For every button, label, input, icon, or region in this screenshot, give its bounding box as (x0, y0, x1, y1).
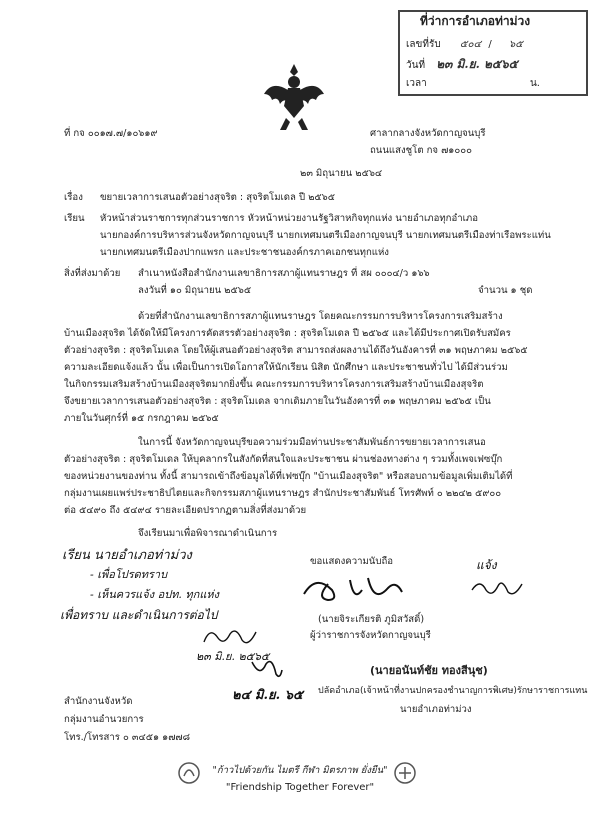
signer-name: (นายจิระเกียรติ ภูมิสวัสดิ์) (318, 614, 425, 625)
district-stamp-name: (นายอนันท์ชัย ทองสีนุช) (370, 664, 488, 677)
handwriting-left-4: เพื่อทราบ และดำเนินการต่อไป (60, 608, 218, 622)
document-date: ๒๓ มิถุนายน ๒๕๖๔ (300, 168, 383, 179)
para1-line-5: ในกิจกรรมเสริมสร้างบ้านเมืองสุจริตมากยิ่งขึ้น คณะกรรมการบริหารโครงการเสริมสร้างบ้านเมืองสุจริต (64, 379, 484, 390)
stamp-receive-row: เลขที่รับ ๕๐๔ / ๖๕ (406, 39, 523, 50)
closing-line: จึงเรียนมาเพื่อพิจารณาดำเนินการ (138, 528, 278, 539)
handwriting-mid-date: ๒๔ มิ.ย. ๖๕ (232, 688, 303, 703)
signer-title: ผู้ว่าราชการจังหวัดกาญจนบุรี (310, 630, 431, 641)
handwriting-left-3: - เห็นควรแจ้ง อปท. ทุกแห่ง (90, 588, 220, 601)
para2-line-5: ต่อ ๕๔๙๐ ถึง ๕๔๙๔ รายละเอียดปรากฏตามสิ่งที่ส่งมาด้วย (64, 505, 307, 516)
receipt-stamp (398, 10, 588, 96)
para1-line-6: จึงขยายเวลาการเสนอตัวอย่างสุจริต : สุจริตโมเดล จากเดิมภายในวันอังคารที่ ๓๑ พฤษภาคม ๒๕๖๕ เป็น (64, 396, 491, 407)
subject-label: เรื่อง (64, 192, 83, 203)
to-label: เรียน (64, 213, 85, 224)
governor-signature (298, 570, 408, 610)
subject-text: ขยายเวลาการเสนอตัวอย่างสุจริต : สุจริตโมเดล ปี ๒๕๖๕ (100, 192, 336, 203)
sender-line-2: ถนนแสงชูโต กจ ๗๑๐๐๐ (370, 145, 472, 156)
handwritten-initials-left (200, 624, 260, 650)
para1-line-7: ภายในวันศุกร์ที่ ๑๕ กรกฎาคม ๒๕๖๕ (64, 413, 219, 424)
to-line-2: นายกองค์การบริหารส่วนจังหวัดกาญจนบุรี นายกเทศมนตรีเมืองกาญจนบุรี นายกเทศมนตรีเมืองท่าเรือพระแท่น (100, 230, 551, 241)
para2-line-1: ในการนี้ จังหวัดกาญจนบุรีขอความร่วมมือท่านประชาสัมพันธ์การขยายเวลาการเสนอ (138, 437, 486, 448)
para2-line-3: ของหน่วยงานของท่าน ทั้งนี้ สามารถเข้าถึงข้อมูลได้ที่เฟซบุ๊ก "บ้านเมืองสุจริต" หรือสอบถามข้อมูลเพิ่มเติมได้ที่ (64, 471, 513, 482)
attachment-quantity: จำนวน ๑ ชุด (478, 285, 533, 296)
to-line-1: หัวหน้าส่วนราชการทุกส่วนราชการ หัวหน้าหน่วยงานรัฐวิสาหกิจทุกแห่ง นายอำเภอทุกอำเภอ (100, 213, 478, 224)
motto-english: "Friendship Together Forever" (225, 782, 375, 793)
attachment-text: สำเนาหนังสือสำนักงานเลขาธิการสภาผู้แทนราษฎร ที่ สผ ๐๐๐๔/ว ๑๖๖ (138, 268, 430, 279)
handwriting-left-date: ๒๓ มิ.ย. ๒๕๖๕ (196, 650, 270, 663)
stamp-date-label: วันที่ (406, 60, 426, 71)
motto-thai: "ก้าวไปด้วยกัน ไมตรี กีฬา มิตรภาพ ยั่งยืน" (212, 765, 388, 776)
stamp-date-row (406, 57, 518, 73)
handwriting-right: แจ้ง (476, 558, 497, 572)
stamp-title: ที่ว่าการอำเภอท่าม่วง (420, 14, 531, 28)
stamp-receive-year: ๖๕ (508, 39, 523, 50)
handwriting-left-1: เรียน นายอำเภอท่าม่วง (62, 548, 192, 563)
garuda-emblem (262, 60, 326, 134)
para1-line-3: ตัวอย่างสุจริต : สุจริตโมเดล โดยให้ผู้เสนอตัวอย่างสุจริต สามารถส่งผลงานได้ถึงวันอังคารที่ ๓๑ พฤษภาคม ๒๕๖๕ (64, 345, 528, 356)
stamp-date-value: ๒๓ มิ.ย. ๒๕๖๕ (436, 57, 518, 71)
handwritten-initials-right (468, 574, 528, 600)
para2-line-2: ตัวอย่างสุจริต : สุจริตโมเดล ให้บุคลากรในสังกัดที่สนใจและประชาชน ผ่านช่องทางต่าง ๆ รวมทั้งเพจเฟซบุ๊ก (64, 454, 503, 465)
office-line-2: กลุ่มงานอำนวยการ (64, 714, 144, 725)
para1-line-1: ด้วยที่สำนักงานเลขาธิการสภาผู้แทนราษฎร โดยคณะกรรมการบริหารโครงการเสริมสร้าง (138, 311, 503, 322)
attachment-date: ลงวันที่ ๑๐ มิถุนายน ๒๕๖๕ (138, 285, 252, 296)
document-number: ที่ กจ ๐๐๑๗.๗/๑๐๖๑๙ (64, 128, 158, 139)
office-line-3: โทร./โทรสาร ๐ ๓๔๕๑ ๑๗๗๘ (64, 732, 191, 743)
stamp-time-suffix: น. (529, 78, 540, 89)
to-line-3: นายกเทศมนตรีเมืองปากแพรก และประชาชนองค์กรภาคเอกชนทุกแห่ง (100, 247, 389, 258)
stamp-time-row (406, 78, 540, 91)
regards-text: ขอแสดงความนับถือ (310, 556, 394, 567)
attachment-label: สิ่งที่ส่งมาด้วย (64, 268, 121, 279)
sender-line-1: ศาลากลางจังหวัดกาญจนบุรี (370, 128, 486, 139)
district-stamp-position: ปลัดอำเภอ(เจ้าหน้าที่งานปกครองชำนาญการพิเศษ)รักษาราชการแทน (318, 686, 588, 696)
stamp-time-label: เวลา (406, 78, 427, 89)
handwriting-left-2: - เพื่อโปรดทราบ (90, 568, 168, 581)
stamp-receive-no: ๕๐๔ (459, 39, 482, 50)
office-line-1: สำนักงานจังหวัด (64, 696, 133, 707)
para1-line-4: ความละเอียดแจ้งแล้ว นั้น เพื่อเป็นการเปิดโอกาสให้นักเรียน นิสิต นักศึกษา และประชาชนทั่วไป ได้มีส่วนร่วม (64, 362, 508, 373)
stamp-receive-label: เลขที่รับ (406, 39, 441, 50)
handwritten-initials-mid (246, 656, 286, 682)
district-stamp-office: นายอำเภอท่าม่วง (400, 704, 472, 715)
para1-line-2: บ้านเมืองสุจริต ได้จัดให้มีโครงการคัดสรรตัวอย่างสุจริต : สุจริตโมเดล ปี ๒๕๖๕ และได้มีประกาศเปิดรับสมัคร (64, 328, 511, 339)
para2-line-4: กลุ่มงานเผยแพร่ประชาธิปไตยและกิจกรรมสภาผู้แทนราษฎร สำนักประชาสัมพันธ์ โทรศัพท์ ๐ ๒๒๔๒ ๕๙๐๐ (64, 488, 502, 499)
